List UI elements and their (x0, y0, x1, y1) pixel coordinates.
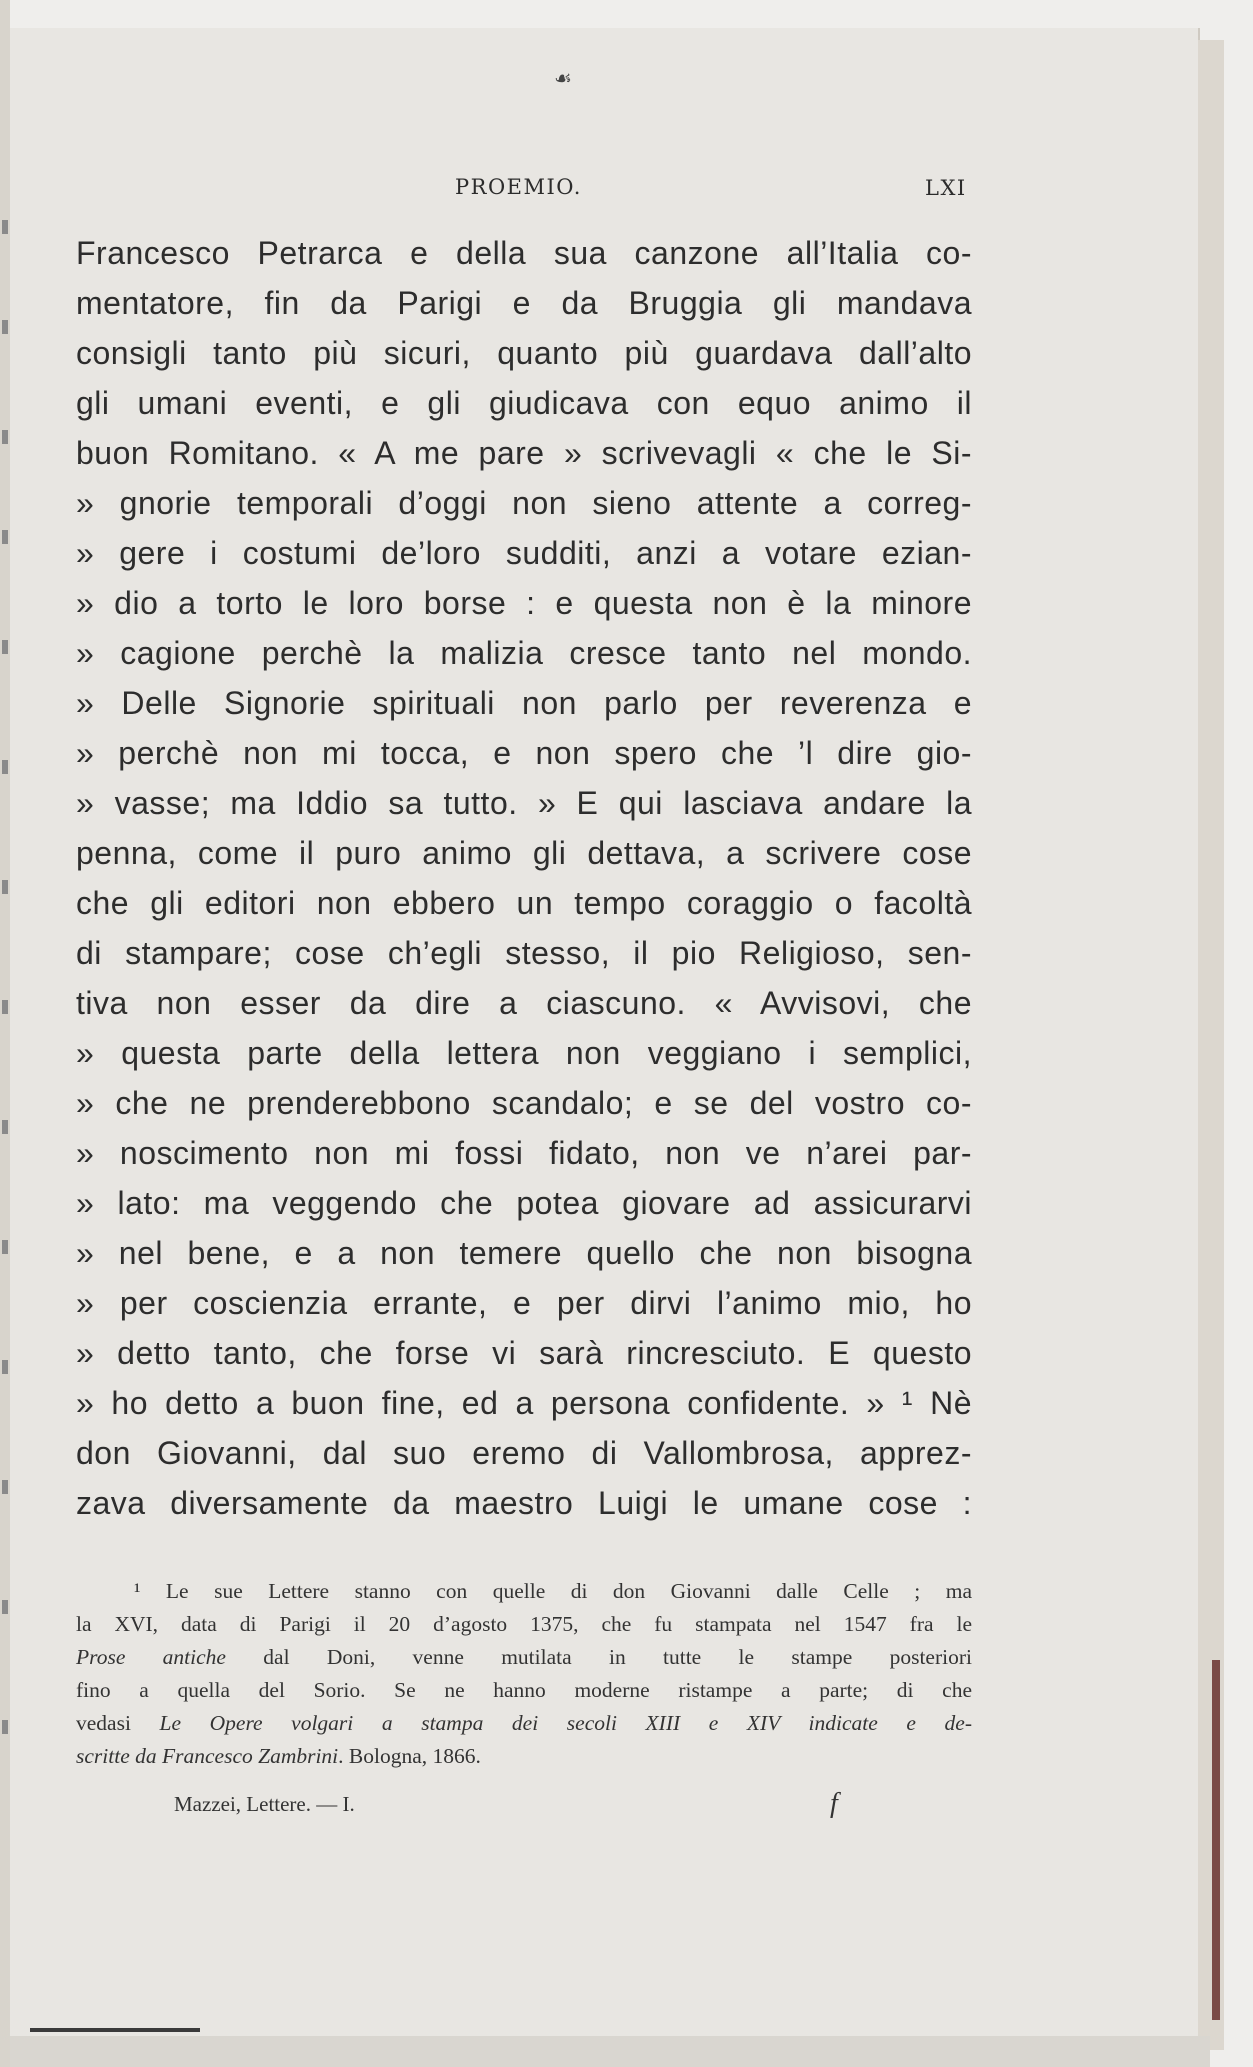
text-line: » vasse; ma Iddio sa tutto. » E qui lasciava andare la (76, 785, 972, 821)
text-line: » per coscienzia errante, e per dirvi l’animo mio, ho (76, 1285, 972, 1321)
footnote-italic: Prose antiche (76, 1645, 226, 1669)
footnote-italic: scritte da Francesco Zambrini (76, 1744, 339, 1768)
text-line: » nel bene, e a non temere quello che non bisogna (76, 1235, 972, 1271)
body-text (76, 228, 972, 1528)
text-line: gli umani eventi, e gli giudicava con equo animo il (76, 385, 972, 421)
footnote-line (76, 1641, 972, 1674)
page-number: LXI (925, 176, 967, 200)
left-margin-marks (0, 200, 12, 1800)
footnote-text: vedasi (76, 1711, 160, 1735)
text-line: consigli tanto più sicuri, quanto più guardava dall’alto (76, 335, 972, 371)
text-line: » dio a torto le loro borse : e questa non è la minore (76, 585, 972, 621)
footnote-line (76, 1707, 972, 1740)
text-line: » gere i costumi de’loro sudditi, anzi a votare ezian- (76, 535, 972, 571)
footnote-text: . Bologna, 1866. (338, 1744, 481, 1768)
text-line: » gnorie temporali d’oggi non sieno attente a correg- (76, 485, 972, 521)
text-line: di stampare; cose ch’egli stesso, il pio Religioso, sen- (76, 935, 972, 971)
text-line: » che ne prenderebbono scandalo; e se del vostro co- (76, 1085, 972, 1121)
text-line: » questa parte della lettera non veggiano i semplici, (76, 1035, 972, 1071)
signature-line: Mazzei, Lettere. — I. (174, 1792, 355, 1816)
text-line: mentatore, fin da Parigi e da Bruggia gli mandava (76, 285, 972, 321)
footnote-text: dal Doni, venne mutilata in tutte le stampe posteriori (225, 1645, 972, 1669)
text-line: » Delle Signorie spirituali non parlo per reverenza e (76, 685, 972, 721)
text-line: » detto tanto, che forse vi sarà rincresciuto. E questo (76, 1335, 972, 1371)
bottom-shadow (10, 2036, 1210, 2067)
text-line: » cagione perchè la malizia cresce tanto nel mondo. (76, 635, 972, 671)
text-line: tiva non esser da dire a ciascuno. « Avvisovi, che (76, 985, 972, 1021)
text-line: zava diversamente da maestro Luigi le umane cose : (76, 1485, 972, 1521)
text-line: » lato: ma veggendo che potea giovare ad assicurarvi (76, 1185, 972, 1221)
footnote-line: fino a quella del Sorio. Se ne hanno moderne ristampe a parte; di che (76, 1678, 972, 1702)
text-line: » perchè non mi tocca, e non spero che ’l dire gio- (76, 735, 972, 771)
text-line: Francesco Petrarca e della sua canzone all’Italia co- (76, 235, 972, 271)
footnote-line: la XVI, data di Parigi il 20 d’agosto 1375, che fu stampata nel 1547 fra le (76, 1612, 972, 1636)
text-line: » noscimento non mi fossi fidato, non ve n’arei par- (76, 1135, 972, 1171)
footnote-italic: Le Opere volgari a stampa dei secoli XIII e XIV indicate e de- (159, 1711, 972, 1735)
footnote-line: ¹ Le sue Lettere stanno con quelle di don Giovanni dalle Celle ; ma (134, 1579, 972, 1603)
text-line: » ho detto a buon fine, ed a persona confidente. » ¹ Nè (76, 1385, 972, 1421)
text-line: penna, come il puro animo gli dettava, a scrivere cose (76, 835, 972, 871)
ornament-icon: ☙ (554, 66, 572, 90)
book-cover-edge (1212, 1660, 1220, 2020)
text-line: don Giovanni, dal suo eremo di Vallombrosa, apprez- (76, 1435, 972, 1471)
text-line: buon Romitano. « A me pare » scrivevagli « che le Si- (76, 435, 972, 471)
running-title: PROEMIO. (455, 175, 582, 199)
text-line: che gli editori non ebbero un tempo coraggio o facoltà (76, 885, 972, 921)
footnote (76, 1575, 972, 1773)
signature-mark: f (830, 1788, 838, 1819)
page-stack-edge (1198, 40, 1224, 2050)
bottom-binding-line (30, 2028, 200, 2032)
footnote-line (76, 1740, 972, 1773)
